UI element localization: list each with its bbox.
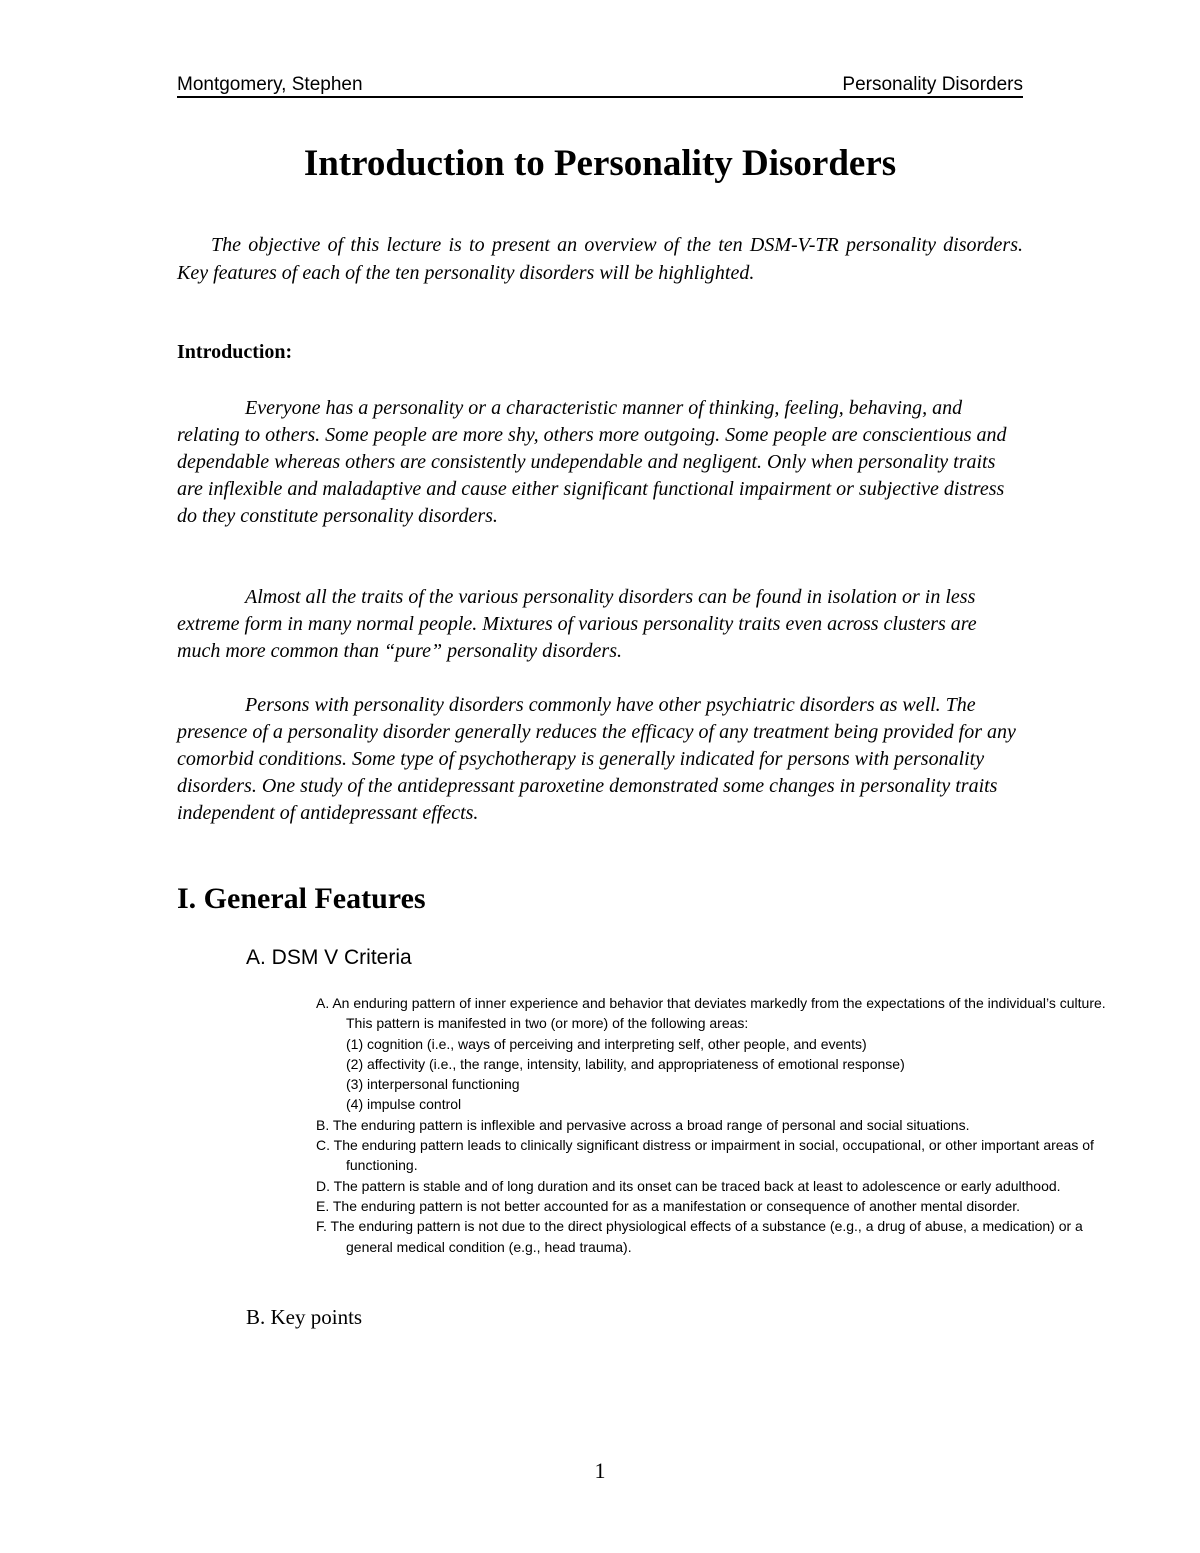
page-number: 1 <box>594 1458 606 1483</box>
objective-paragraph: The objective of this lecture is to present an overview of the ten DSM-V-TR personality disorders. Key features of each of the ten personality disorders will be highlighted. <box>177 234 1023 284</box>
criterion-e: E. The enduring pattern is not better accounted for as a manifestation or consequence of another mental disorder. <box>316 1197 1021 1214</box>
criterion-f: F. The enduring pattern is not due to the direct physiological effects of a substance (e.g., a drug of abuse, a medication) or a general medical condition (e.g., head trauma). <box>316 1218 1083 1255</box>
dsm-criteria-list <box>316 993 1126 1257</box>
document-title: Introduction to Personality Disorders <box>303 143 897 184</box>
criterion-c: C. The enduring pattern leads to clinically significant distress or impairment in social, occupational, or other important areas of functioning. <box>316 1137 1094 1174</box>
criterion-a: A. An enduring pattern of inner experience and behavior that deviates markedly from the expectations of the individual’s culture. This pattern is manifested in two (or more) of the following areas: <box>316 995 1106 1032</box>
header-topic: Personality Disorders <box>842 74 1023 95</box>
header-author: Montgomery, Stephen <box>177 74 363 95</box>
criterion-a-item-1: (1) cognition (i.e., ways of perceiving and interpreting self, other people, and events) <box>346 1035 867 1052</box>
introduction-heading: Introduction: <box>177 341 293 363</box>
criterion-a-item-4: (4) impulse control <box>346 1096 462 1113</box>
criterion-b: B. The enduring pattern is inflexible and pervasive across a broad range of personal and social situations. <box>316 1116 970 1133</box>
criterion-d: D. The pattern is stable and of long duration and its onset can be traced back at least to adolescence or early adulthood. <box>316 1177 1061 1194</box>
intro-paragraph-1: Everyone has a personality or a characteristic manner of thinking, feeling, behaving, and relating to others. Some people are more shy, others more outgoing. Some people are conscientious and dependable whereas others are consistently undependable and negligent. Only when personality traits are inflexible and maladaptive and cause either significant functional impairment or subjective distress do they constitute personality disorders. <box>177 397 1007 527</box>
criterion-a-item-3: (3) interpersonal functioning <box>346 1076 520 1093</box>
section-heading-general-features: I. General Features <box>177 882 426 915</box>
intro-paragraph-2: Almost all the traits of the various personality disorders can be found in isolation or in less extreme form in many normal people. Mixtures of various personality traits even across clusters are much more common than “pure” personality disorders. <box>177 586 977 662</box>
intro-paragraph-3: Persons with personality disorders commonly have other psychiatric disorders as well. The presence of a personality disorder generally reduces the efficacy of any treatment being provided for any comorbid conditions. Some type of psychotherapy is generally indicated for persons with personality disorders. One study of the antidepressant paroxetine demonstrated some changes in personality traits independent of antidepressant effects. <box>177 694 1016 824</box>
subsection-key-points: B. Key points <box>246 1305 363 1329</box>
subsection-dsm-criteria: A. DSM V Criteria <box>246 946 412 969</box>
criterion-a-item-2: (2) affectivity (i.e., the range, intensity, lability, and appropriateness of emotional response) <box>346 1055 905 1072</box>
page-header <box>177 72 1023 98</box>
